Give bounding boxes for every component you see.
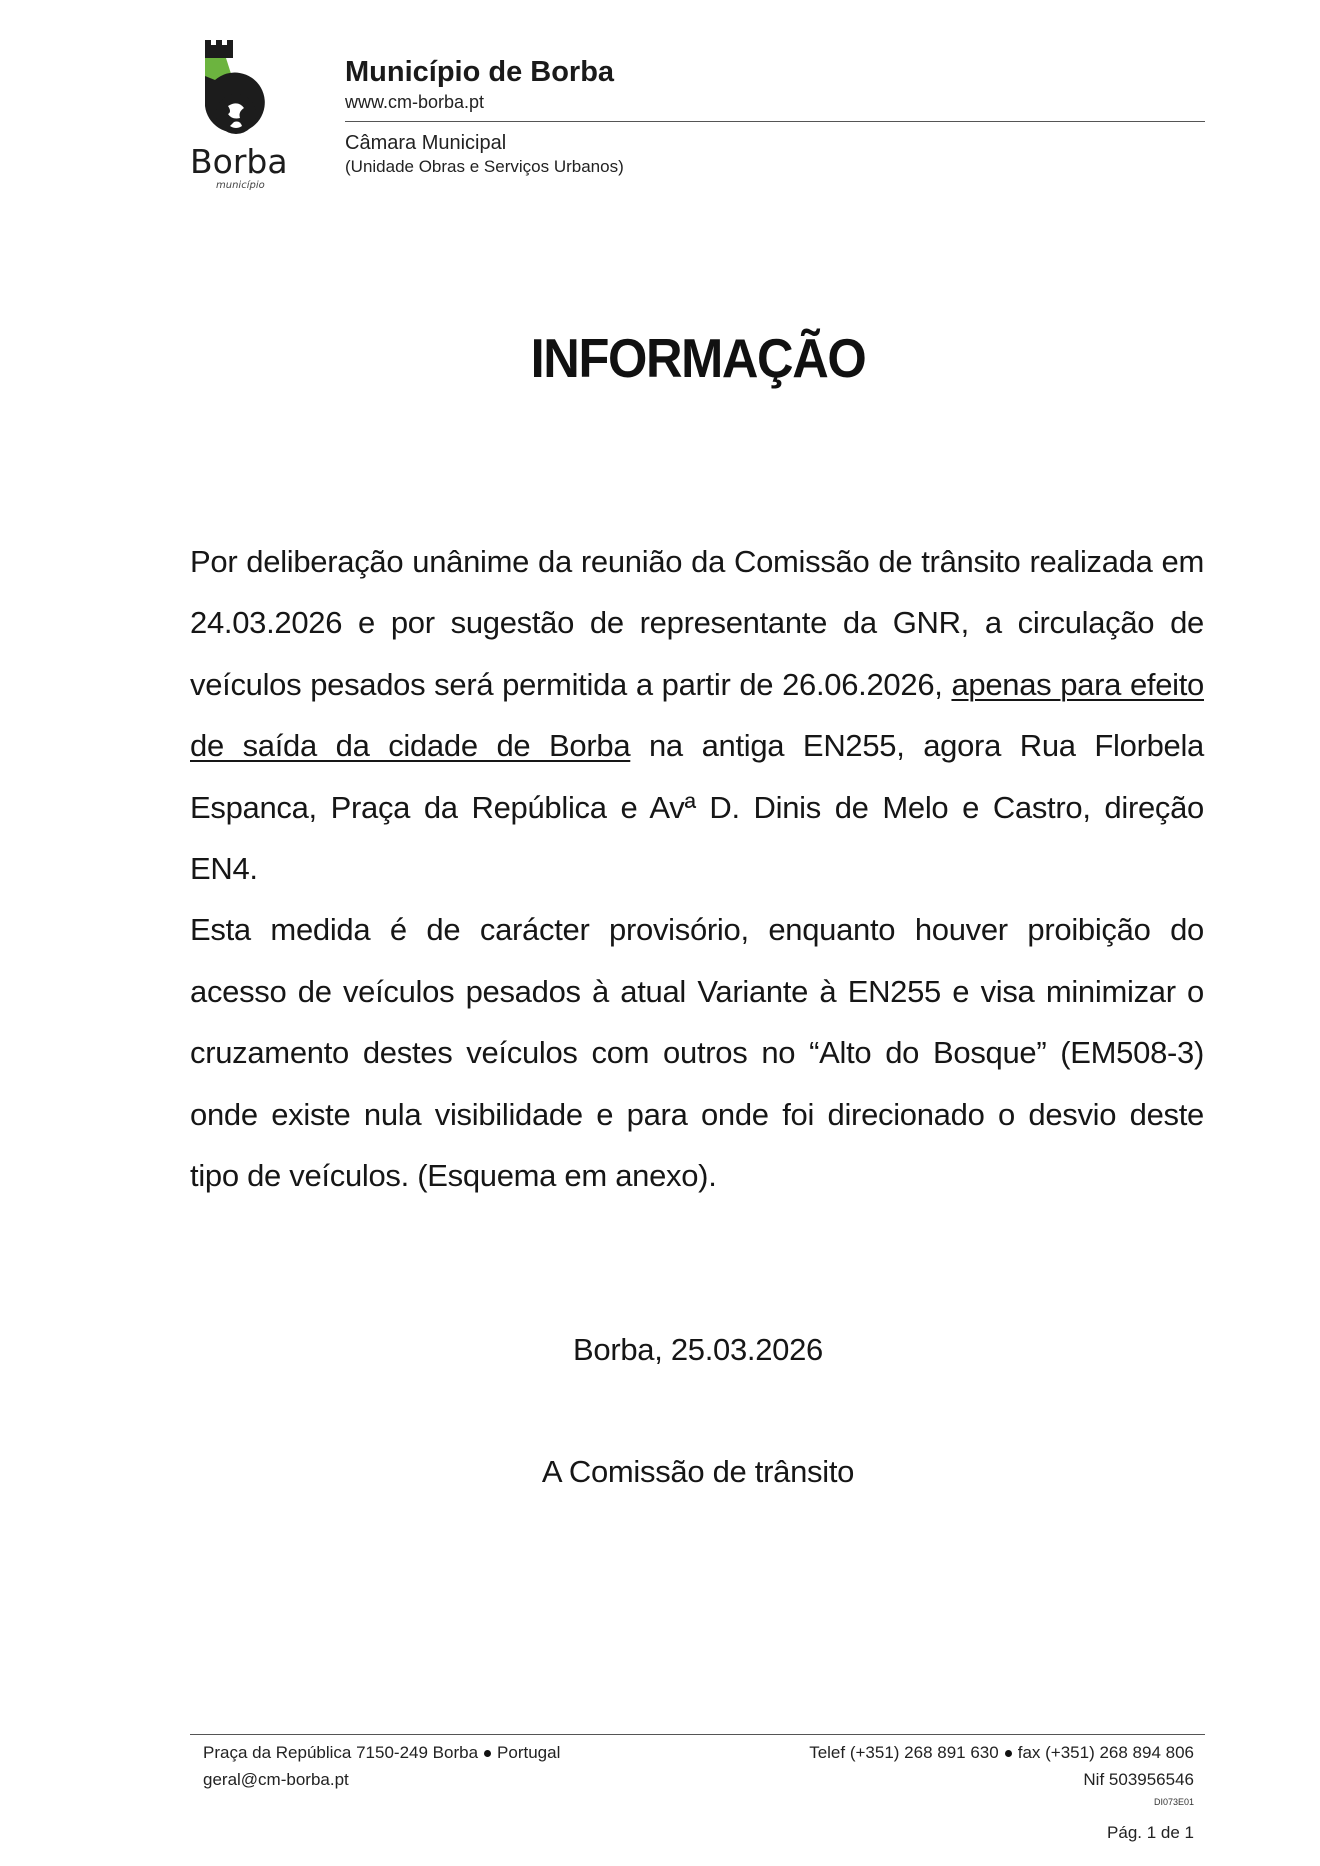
organization-name: Município de Borba [345,56,615,88]
logo-text: Borba [190,142,288,181]
document-body [190,531,1204,1206]
footer-divider [190,1734,1205,1735]
paragraph-2: Esta medida é de carácter provisório, enquanto houver proibição do acesso de veículos pesados à atual Variante à EN255 e visa minimizar o cruzamento destes veículos com outros no “Alto do Bosque” (EM508-3) onde existe nula visibilidade e para onde foi direcionado o desvio deste tipo de veículos. (Esquema em anexo). [190,912,1204,1194]
footer-address [203,1743,560,1763]
signature: A Comissão de trânsito [541,1454,855,1489]
document-code: DI073E01 [1153,1797,1194,1807]
page-number: Pág. 1 de 1 [1107,1823,1194,1842]
department-name: Câmara Municipal [345,132,507,154]
underlined-phrase: apenas para efeito de saída da cidade de Borba [190,666,1204,764]
place-date: Borba, 25.03.2026 [573,1332,823,1367]
country-text: Portugal [497,1743,561,1762]
paragraph-1-text-b: na antiga EN255, agora Rua Florbela Espanca, Praça da República e Avª D. Dinis de Melo e Castro, direção EN4. [190,728,1204,887]
footer-email[interactable]: geral@cm-borba.pt [203,1770,349,1789]
fax-text: fax (+351) 268 894 806 [1017,1743,1194,1762]
bullet-icon [484,1750,491,1757]
logo-subtext: município [216,180,265,191]
header-divider [345,121,1205,122]
address-text: Praça da República 7150-249 Borba [203,1743,479,1762]
footer-phone [809,1743,1194,1763]
bullet-icon [1005,1750,1012,1757]
footer-nif: Nif 503956546 [1083,1770,1194,1789]
website-link[interactable]: www.cm-borba.pt [345,92,485,112]
paragraph-1 [190,531,1204,899]
unit-name: (Unidade Obras e Serviços Urbanos) [345,157,624,176]
borba-logo [190,36,290,196]
paragraph-1-text-a: Por deliberação unânime da reunião da Comissão de trânsito realizada em 24.03.2026 e por sugestão de representante da GNR, a circulação de veículos pesados será permitida a partir de 26.06.2026, [190,544,1204,702]
phone-text: Telef (+351) 268 891 630 [809,1743,999,1762]
document-title: INFORMAÇÃO [530,327,866,389]
